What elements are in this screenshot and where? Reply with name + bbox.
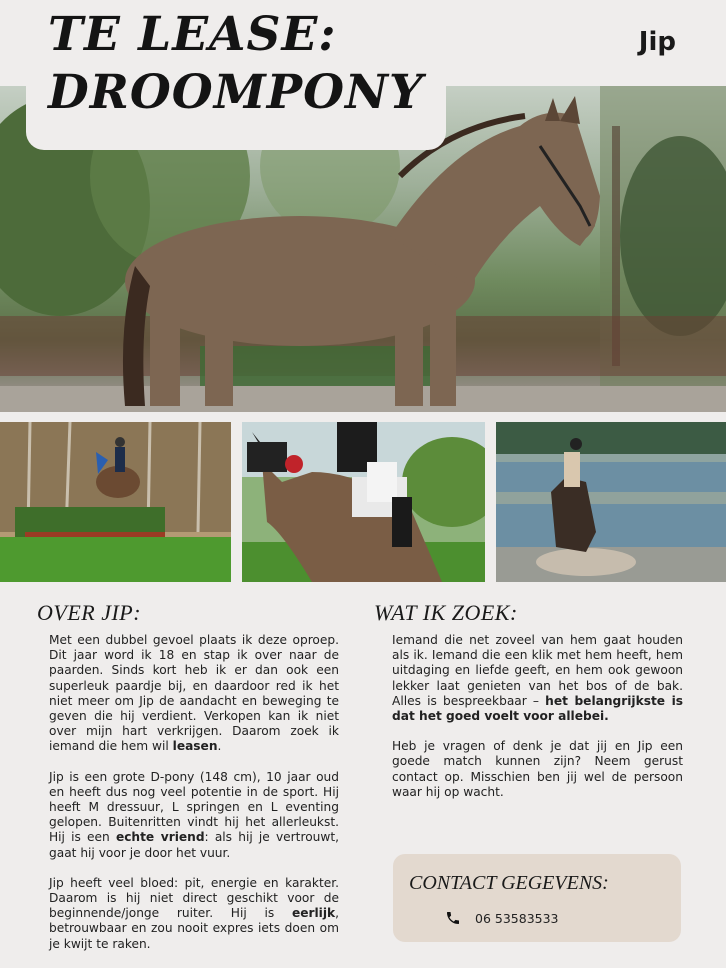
phone-icon xyxy=(445,910,461,926)
looking-for-paragraph-1: Iemand die net zoveel van hem gaat houden als ik. Iemand die een klik met hem heeft, hem uitdaging en liefde geeft, en hem ook gewoon lekker laat genieten van het bos of de bak. Alles is bespreekbaar – het belangrijkste is dat het goed voelt voor allebei. xyxy=(392,633,684,724)
about-paragraph-3: Jip heeft veel bloed: pit, energie en karakter. Daarom is hij niet direct geschikt voor de beginnende/jonge ruiter. Hij is eerlijk, betrouwbaar en zou nooit expres iets doen om je kwijt te raken. xyxy=(49,875,339,951)
about-text xyxy=(49,633,339,967)
photo-water xyxy=(496,422,726,582)
heading-looking-for: WAT IK ZOEK: xyxy=(374,600,518,625)
phone-row[interactable] xyxy=(445,910,559,926)
looking-for-paragraph-2: Heb je vragen of denk je dat jij en Jip een goede match kunnen zijn? Neem gerust contact op. Misschien ben jij wel de persoon waar hij op wacht. xyxy=(392,739,683,799)
looking-for-emphasis: het belangrijkste is dat het goed voelt voor allebei. xyxy=(392,693,684,724)
about-paragraph-2: Jip is een grote D-pony (148 cm), 10 jaar oud en heeft dus nog veel potentie in de sport. Hij heeft M dressuur, L springen en L eventing gelopen. Buitenritten vindt hij het allerleukst. Hij is een echte vriend: als hij je vertrouwt, gaat hij voor je door het vuur. xyxy=(49,769,339,860)
contact-heading: CONTACT GEGEVENS: xyxy=(409,872,609,894)
about-emphasis-leasen: leasen xyxy=(172,739,218,754)
looking-for-text xyxy=(392,633,683,815)
page-title xyxy=(48,6,424,122)
brand-name: Jip xyxy=(638,27,676,57)
about-paragraph-1: Met een dubbel gevoel plaats ik deze oproep. Dit jaar word ik 18 en stap ik over naar de paarden. Sinds kort heb ik er dan ook een superleuk paardje bij, en daardoor red ik het niet meer om Jip de aandacht en beweging te geven die hij verdient. Verkopen kan ik niet over mijn hart verkrijgen. Daarom zoek ik iemand die hem wil leasen. xyxy=(49,633,339,754)
heading-about: OVER JIP: xyxy=(37,600,142,625)
about-emphasis-honest: eerlijk xyxy=(291,906,336,921)
phone-number[interactable]: 06 53583533 xyxy=(475,910,559,926)
title-line-1: TE LEASE: xyxy=(48,7,337,62)
title-line-2: DROOMPONY xyxy=(48,65,424,120)
about-emphasis-friend: echte vriend xyxy=(115,830,205,845)
photo-dressage xyxy=(242,422,485,582)
photo-jumping xyxy=(0,422,231,582)
contact-box xyxy=(393,854,681,942)
